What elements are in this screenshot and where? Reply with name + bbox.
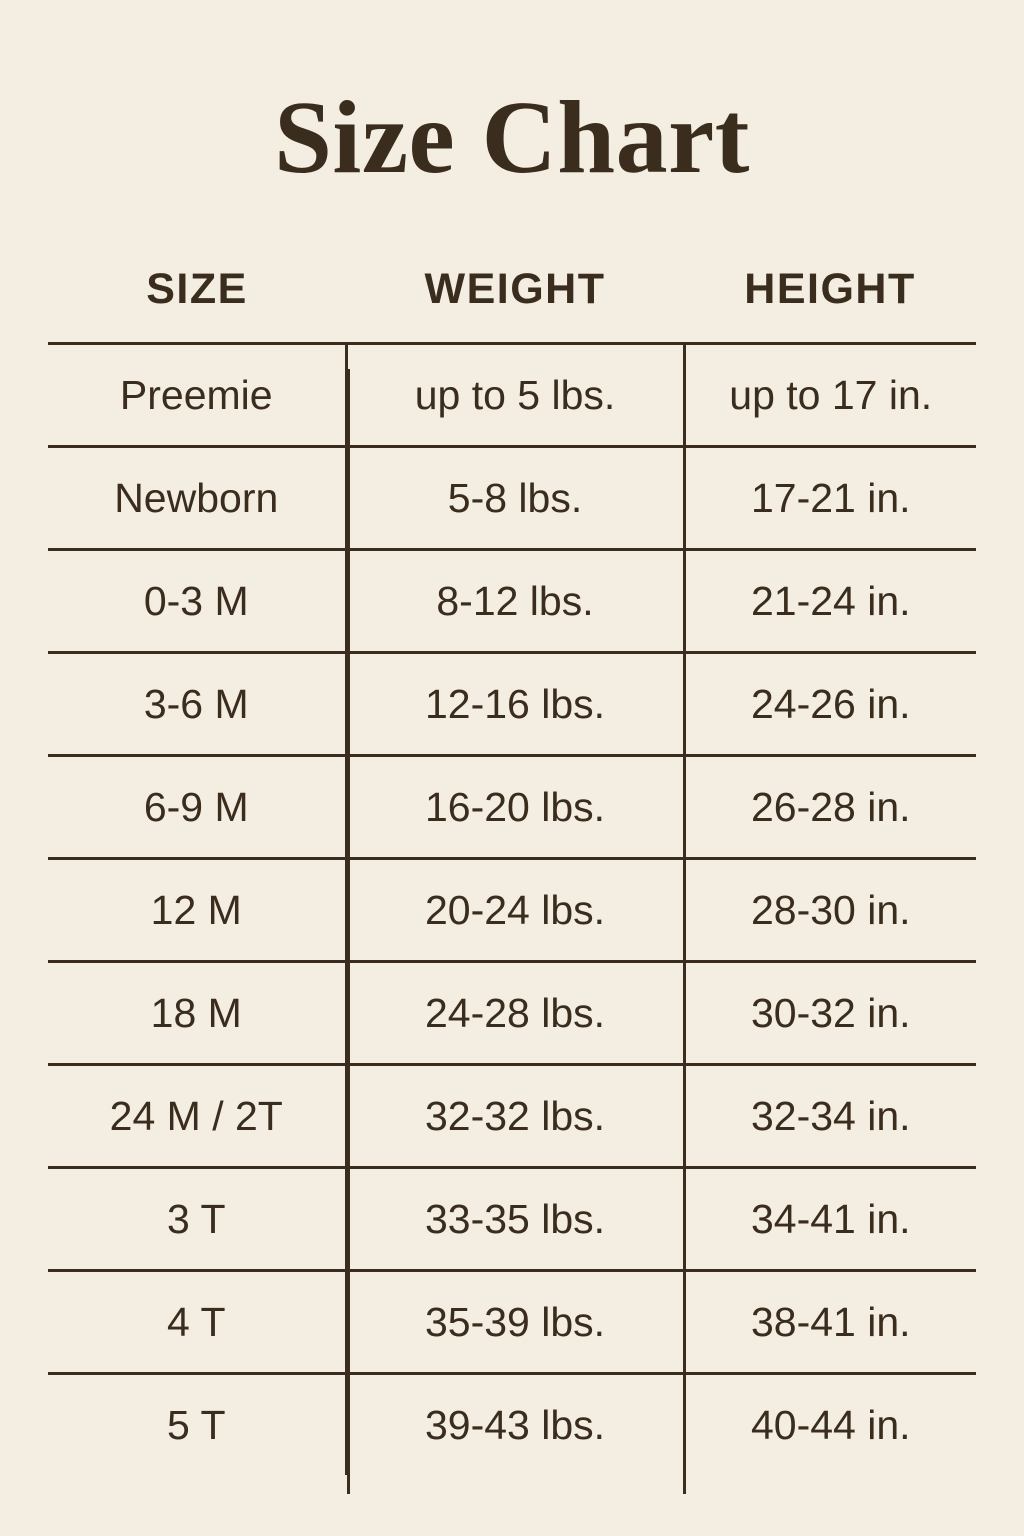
cell-weight: 5-8 lbs. [346, 447, 684, 550]
table-row [48, 550, 976, 653]
cell-size: 4 T [48, 1271, 346, 1374]
cell-height: 38-41 in. [684, 1271, 976, 1374]
cell-size: Preemie [48, 344, 346, 447]
size-chart-table [48, 264, 976, 1475]
cell-height: 28-30 in. [684, 859, 976, 962]
cell-size: 6-9 M [48, 756, 346, 859]
cell-size: 3-6 M [48, 653, 346, 756]
column-header-height: HEIGHT [744, 265, 916, 313]
cell-height: 24-26 in. [684, 653, 976, 756]
cell-height: 21-24 in. [684, 550, 976, 653]
table-header [48, 264, 976, 344]
cell-size: 24 M / 2T [48, 1065, 346, 1168]
cell-weight: 16-20 lbs. [346, 756, 684, 859]
cell-height: 26-28 in. [684, 756, 976, 859]
table-row [48, 1374, 976, 1476]
table-row [48, 1271, 976, 1374]
cell-height: 40-44 in. [750, 1401, 911, 1448]
cell-height: 30-32 in. [684, 962, 976, 1065]
table-row [48, 756, 976, 859]
cell-size: 18 M [48, 962, 346, 1065]
table-row [48, 962, 976, 1065]
cell-size: Newborn [48, 447, 346, 550]
table-row [48, 1065, 976, 1168]
cell-height: up to 17 in. [684, 344, 976, 447]
cell-weight: 33-35 lbs. [346, 1168, 684, 1271]
table-body [48, 344, 976, 1476]
table-row [48, 859, 976, 962]
cell-weight: 32-32 lbs. [346, 1065, 684, 1168]
cell-size: 5 T [48, 1374, 346, 1476]
cell-height: 17-21 in. [684, 447, 976, 550]
cell-height: 34-41 in. [684, 1168, 976, 1271]
cell-weight: up to 5 lbs. [346, 344, 684, 447]
cell-weight: 39-43 lbs. [346, 1374, 684, 1476]
cell-weight: 8-12 lbs. [346, 550, 684, 653]
column-divider-weight-height [683, 369, 686, 1494]
cell-size: 3 T [48, 1168, 346, 1271]
table-row [48, 1168, 976, 1271]
cell-size: 0-3 M [48, 550, 346, 653]
page-title: Size Chart [274, 80, 750, 195]
cell-weight: 20-24 lbs. [346, 859, 684, 962]
table-row [48, 447, 976, 550]
table-row [48, 344, 976, 447]
table-row [48, 653, 976, 756]
column-header-weight: WEIGHT [424, 265, 606, 313]
cell-weight: 24-28 lbs. [346, 962, 684, 1065]
column-header-size: SIZE [146, 265, 248, 313]
cell-size: 12 M [48, 859, 346, 962]
cell-weight: 35-39 lbs. [346, 1271, 684, 1374]
cell-height: 32-34 in. [684, 1065, 976, 1168]
cell-weight: 12-16 lbs. [346, 653, 684, 756]
header-row [48, 264, 976, 344]
column-divider-size-weight [347, 369, 350, 1494]
